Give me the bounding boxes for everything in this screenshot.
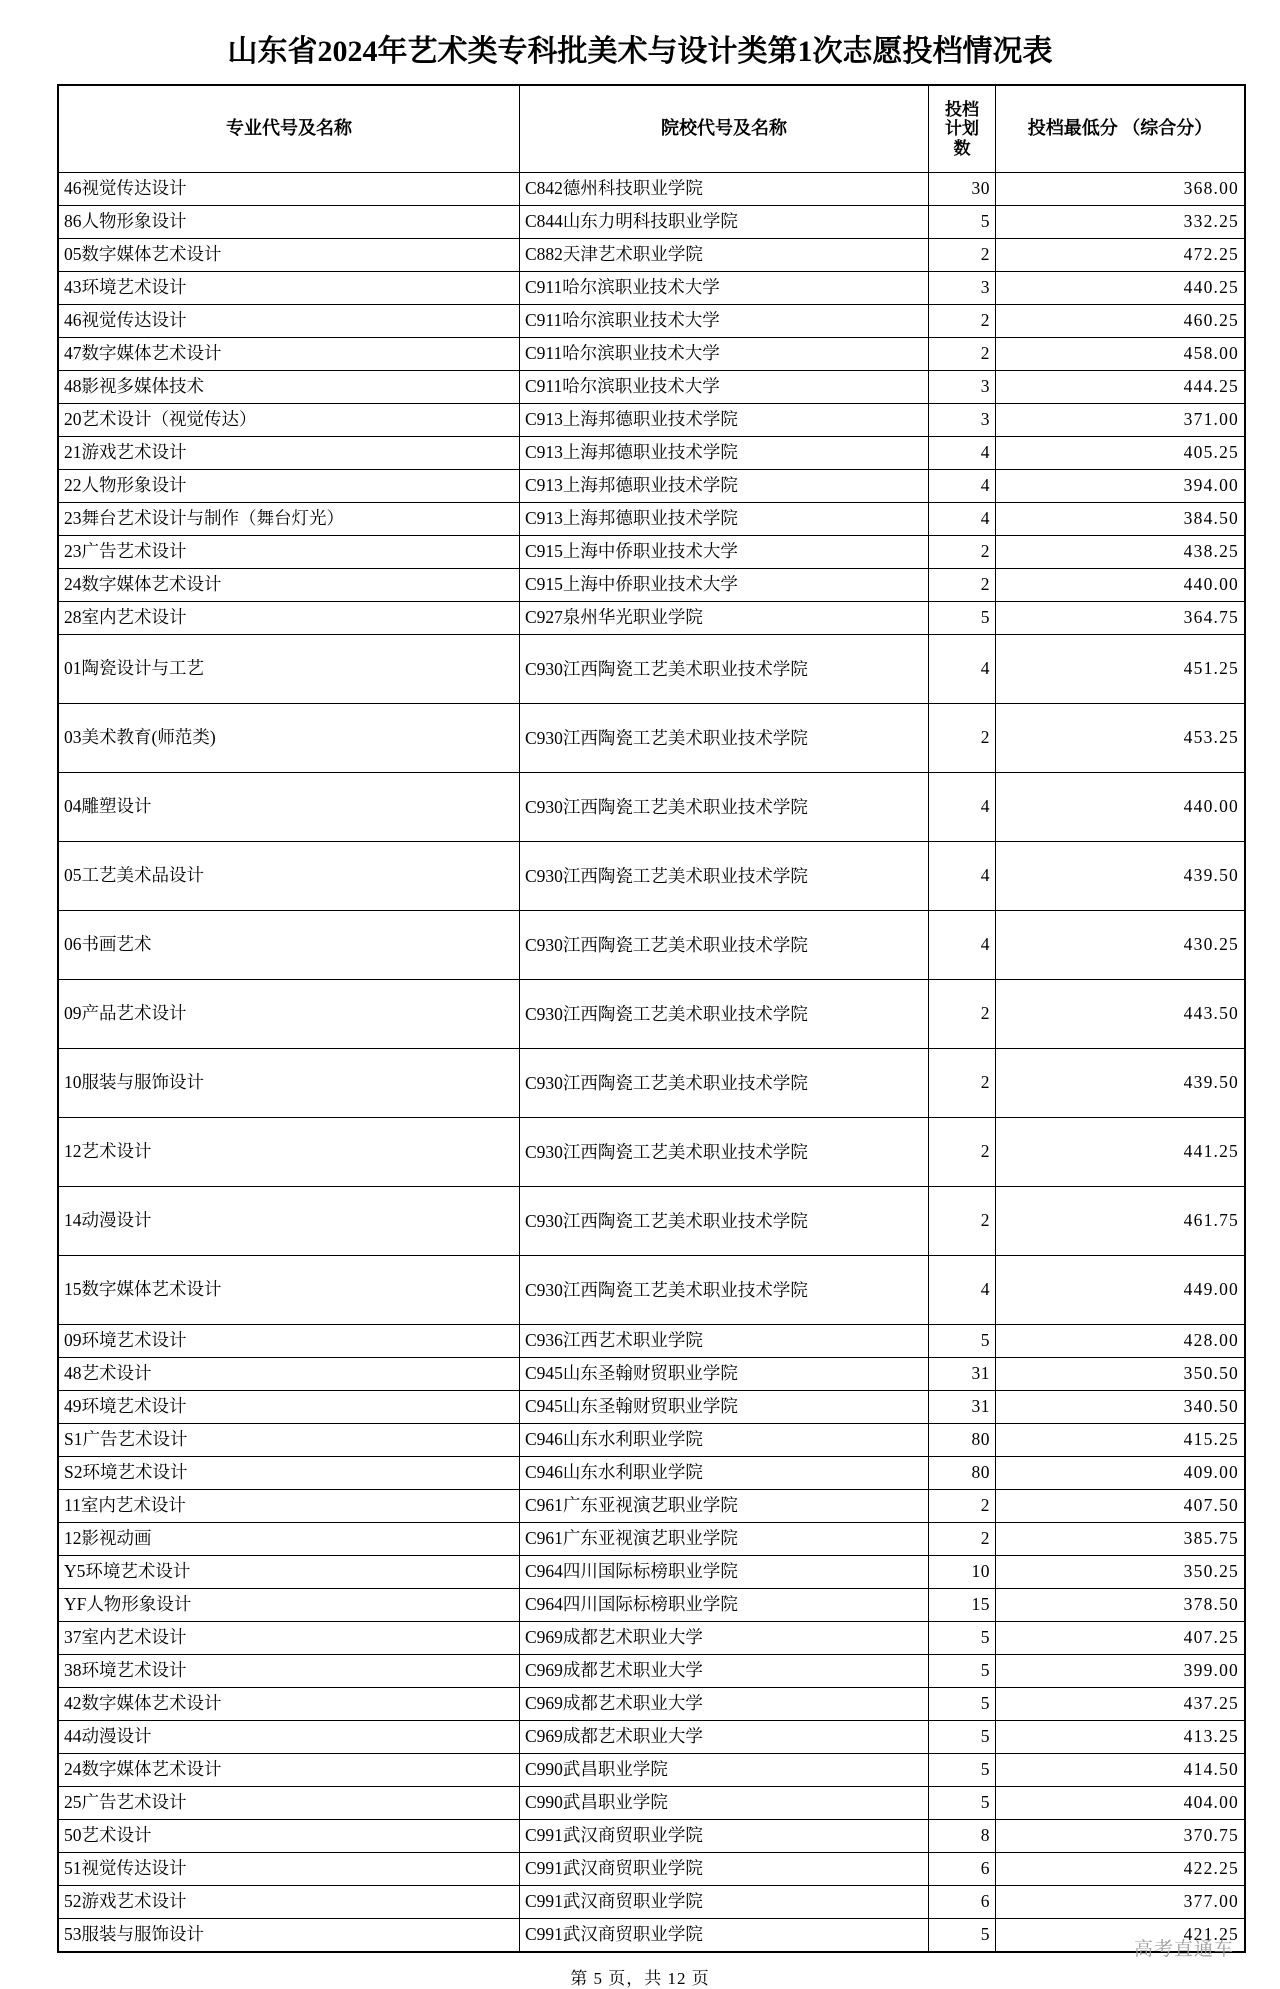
cell-major: 10服装与服饰设计 [58,1049,520,1118]
cell-school: C911哈尔滨职业技术大学 [520,338,929,371]
cell-plan-count: 5 [929,1622,996,1655]
cell-school: C969成都艺术职业大学 [520,1721,929,1754]
cell-school: C991武汉商贸职业学院 [520,1820,929,1853]
cell-school: C990武昌职业学院 [520,1787,929,1820]
table-row [58,536,1245,569]
cell-min-score: 350.25 [996,1556,1246,1589]
table-row [58,1457,1245,1490]
column-header-score-line1: 投档最低分 [1027,118,1118,139]
cell-min-score: 443.50 [996,980,1246,1049]
cell-plan-count: 4 [929,773,996,842]
cell-min-score: 430.25 [996,911,1246,980]
cell-plan-count: 6 [929,1853,996,1886]
cell-min-score: 364.75 [996,602,1246,635]
cell-min-score: 439.50 [996,1049,1246,1118]
cell-plan-count: 5 [929,1787,996,1820]
cell-major: 50艺术设计 [58,1820,520,1853]
cell-plan-count: 3 [929,371,996,404]
cell-min-score: 441.25 [996,1118,1246,1187]
cell-min-score: 413.25 [996,1721,1246,1754]
table-row [58,305,1245,338]
table-row [58,1787,1245,1820]
cell-school: C913上海邦德职业技术学院 [520,470,929,503]
cell-school: C915上海中侨职业技术大学 [520,569,929,602]
table-row [58,239,1245,272]
table-row [58,206,1245,239]
cell-min-score: 385.75 [996,1523,1246,1556]
cell-major: 47数字媒体艺术设计 [58,338,520,371]
table-row [58,1820,1245,1853]
cell-min-score: 332.25 [996,206,1246,239]
cell-min-score: 414.50 [996,1754,1246,1787]
cell-major: 05工艺美术品设计 [58,842,520,911]
cell-major: S1广告艺术设计 [58,1424,520,1457]
table-row [58,338,1245,371]
table-row [58,1358,1245,1391]
cell-plan-count: 8 [929,1820,996,1853]
table-row [58,569,1245,602]
cell-major: 43环境艺术设计 [58,272,520,305]
table-row [58,503,1245,536]
admission-score-table [57,84,1246,1953]
cell-major: 12影视动画 [58,1523,520,1556]
cell-min-score: 421.25 [996,1919,1246,1953]
cell-min-score: 370.75 [996,1820,1246,1853]
cell-min-score: 407.25 [996,1622,1246,1655]
cell-major: 01陶瓷设计与工艺 [58,635,520,704]
column-header-plan-line1: 投档 [945,100,979,120]
watermark-label: 高考直通车 [1133,1939,1234,1960]
cell-school: C911哈尔滨职业技术大学 [520,305,929,338]
cell-major: 24数字媒体艺术设计 [58,1754,520,1787]
cell-school: C930江西陶瓷工艺美术职业技术学院 [520,1049,929,1118]
cell-plan-count: 2 [929,1049,996,1118]
cell-major: YF人物形象设计 [58,1589,520,1622]
cell-min-score: 458.00 [996,338,1246,371]
table-row [58,371,1245,404]
cell-school: C913上海邦德职业技术学院 [520,503,929,536]
cell-school: C913上海邦德职业技术学院 [520,437,929,470]
cell-plan-count: 4 [929,842,996,911]
cell-min-score: 461.75 [996,1187,1246,1256]
cell-min-score: 440.00 [996,569,1246,602]
table-row [58,602,1245,635]
cell-school: C930江西陶瓷工艺美术职业技术学院 [520,773,929,842]
table-row [58,1490,1245,1523]
cell-min-score: 472.25 [996,239,1246,272]
table-row [58,1523,1245,1556]
cell-major: 24数字媒体艺术设计 [58,569,520,602]
cell-major: Y5环境艺术设计 [58,1556,520,1589]
table-container [0,84,1280,1953]
table-row [58,635,1245,704]
cell-plan-count: 5 [929,602,996,635]
cell-school: C927泉州华光职业学院 [520,602,929,635]
cell-min-score: 407.50 [996,1490,1246,1523]
cell-min-score: 437.25 [996,1688,1246,1721]
cell-major: 42数字媒体艺术设计 [58,1688,520,1721]
column-header-plan-line3: 数 [953,138,971,158]
column-header-plan-line2: 计划 [945,119,979,139]
cell-plan-count: 5 [929,1754,996,1787]
cell-school: C844山东力明科技职业学院 [520,206,929,239]
cell-major: 04雕塑设计 [58,773,520,842]
cell-min-score: 384.50 [996,503,1246,536]
cell-school: C969成都艺术职业大学 [520,1622,929,1655]
table-row [58,1424,1245,1457]
cell-school: C911哈尔滨职业技术大学 [520,272,929,305]
cell-plan-count: 2 [929,1523,996,1556]
cell-school: C969成都艺术职业大学 [520,1655,929,1688]
cell-major: 51视觉传达设计 [58,1853,520,1886]
cell-min-score: 409.00 [996,1457,1246,1490]
table-row [58,1622,1245,1655]
cell-school: C882天津艺术职业学院 [520,239,929,272]
cell-major: 03美术教育(师范类) [58,704,520,773]
table-header [58,85,1245,173]
table-row [58,1886,1245,1919]
cell-plan-count: 2 [929,1118,996,1187]
page-title: 山东省2024年艺术类专科批美术与设计类第1次志愿投档情况表 [227,35,1053,68]
cell-plan-count: 2 [929,305,996,338]
cell-plan-count: 5 [929,1688,996,1721]
table-row [58,1853,1245,1886]
cell-plan-count: 2 [929,536,996,569]
cell-plan-count: 5 [929,1721,996,1754]
cell-school: C930江西陶瓷工艺美术职业技术学院 [520,911,929,980]
table-row [58,980,1245,1049]
column-header-score [996,85,1246,173]
cell-school: C930江西陶瓷工艺美术职业技术学院 [520,842,929,911]
cell-min-score: 415.25 [996,1424,1246,1457]
cell-min-score: 453.25 [996,704,1246,773]
cell-major: 44动漫设计 [58,1721,520,1754]
cell-plan-count: 2 [929,980,996,1049]
cell-plan-count: 4 [929,1256,996,1325]
cell-min-score: 449.00 [996,1256,1246,1325]
cell-major: 20艺术设计（视觉传达） [58,404,520,437]
cell-major: 46视觉传达设计 [58,173,520,206]
cell-min-score: 451.25 [996,635,1246,704]
cell-school: C991武汉商贸职业学院 [520,1853,929,1886]
cell-min-score: 440.00 [996,773,1246,842]
column-header-school: 院校代号及名称 [520,85,929,173]
cell-min-score: 438.25 [996,536,1246,569]
table-row [58,173,1245,206]
cell-school: C930江西陶瓷工艺美术职业技术学院 [520,704,929,773]
table-row [58,773,1245,842]
table-row [58,1556,1245,1589]
table-row [58,704,1245,773]
cell-plan-count: 4 [929,503,996,536]
cell-plan-count: 3 [929,404,996,437]
cell-min-score: 377.00 [996,1886,1246,1919]
cell-school: C991武汉商贸职业学院 [520,1919,929,1953]
cell-min-score: 350.50 [996,1358,1246,1391]
table-row [58,1118,1245,1187]
cell-min-score: 340.50 [996,1391,1246,1424]
table-header-row [58,85,1245,173]
cell-plan-count: 5 [929,1655,996,1688]
cell-plan-count: 31 [929,1358,996,1391]
table-row [58,1049,1245,1118]
table-row [58,1754,1245,1787]
cell-school: C930江西陶瓷工艺美术职业技术学院 [520,980,929,1049]
cell-plan-count: 2 [929,239,996,272]
cell-major: 11室内艺术设计 [58,1490,520,1523]
cell-min-score: 404.00 [996,1787,1246,1820]
table-row [58,272,1245,305]
cell-plan-count: 5 [929,1919,996,1953]
table-row [58,1919,1245,1953]
cell-school: C930江西陶瓷工艺美术职业技术学院 [520,1256,929,1325]
cell-min-score: 422.25 [996,1853,1246,1886]
cell-plan-count: 2 [929,1490,996,1523]
column-header-score-line2: （综合分） [1122,118,1213,139]
cell-plan-count: 15 [929,1589,996,1622]
cell-min-score: 371.00 [996,404,1246,437]
cell-school: C945山东圣翰财贸职业学院 [520,1391,929,1424]
cell-school: C930江西陶瓷工艺美术职业技术学院 [520,635,929,704]
table-row [58,404,1245,437]
cell-school: C961广东亚视演艺职业学院 [520,1523,929,1556]
cell-min-score: 405.25 [996,437,1246,470]
cell-school: C961广东亚视演艺职业学院 [520,1490,929,1523]
cell-plan-count: 5 [929,1325,996,1358]
cell-major: 86人物形象设计 [58,206,520,239]
cell-major: 52游戏艺术设计 [58,1886,520,1919]
cell-plan-count: 30 [929,173,996,206]
column-header-major: 专业代号及名称 [58,85,520,173]
cell-plan-count: 5 [929,206,996,239]
cell-plan-count: 6 [929,1886,996,1919]
cell-major: 22人物形象设计 [58,470,520,503]
cell-major: 46视觉传达设计 [58,305,520,338]
cell-school: C969成都艺术职业大学 [520,1688,929,1721]
cell-major: 23舞台艺术设计与制作（舞台灯光） [58,503,520,536]
cell-plan-count: 10 [929,1556,996,1589]
cell-plan-count: 4 [929,470,996,503]
cell-major: 09产品艺术设计 [58,980,520,1049]
cell-min-score: 394.00 [996,470,1246,503]
cell-min-score: 439.50 [996,842,1246,911]
cell-school: C991武汉商贸职业学院 [520,1886,929,1919]
cell-school: C990武昌职业学院 [520,1754,929,1787]
cell-school: C964四川国际标榜职业学院 [520,1556,929,1589]
cell-major: 09环境艺术设计 [58,1325,520,1358]
cell-school: C946山东水利职业学院 [520,1424,929,1457]
table-row [58,1589,1245,1622]
cell-min-score: 444.25 [996,371,1246,404]
cell-plan-count: 80 [929,1457,996,1490]
cell-plan-count: 4 [929,911,996,980]
cell-plan-count: 2 [929,569,996,602]
cell-min-score: 399.00 [996,1655,1246,1688]
cell-plan-count: 2 [929,1187,996,1256]
cell-major: S2环境艺术设计 [58,1457,520,1490]
table-row [58,1325,1245,1358]
cell-school: C911哈尔滨职业技术大学 [520,371,929,404]
cell-major: 14动漫设计 [58,1187,520,1256]
cell-major: 05数字媒体艺术设计 [58,239,520,272]
cell-school: C930江西陶瓷工艺美术职业技术学院 [520,1118,929,1187]
table-row [58,911,1245,980]
cell-major: 23广告艺术设计 [58,536,520,569]
cell-school: C936江西艺术职业学院 [520,1325,929,1358]
table-row [58,1187,1245,1256]
cell-major: 53服装与服饰设计 [58,1919,520,1953]
table-row [58,1256,1245,1325]
cell-plan-count: 2 [929,704,996,773]
cell-school: C946山东水利职业学院 [520,1457,929,1490]
table-row [58,437,1245,470]
cell-school: C842德州科技职业学院 [520,173,929,206]
cell-plan-count: 2 [929,338,996,371]
cell-school: C964四川国际标榜职业学院 [520,1589,929,1622]
cell-school: C915上海中侨职业技术大学 [520,536,929,569]
cell-plan-count: 31 [929,1391,996,1424]
cell-major: 49环境艺术设计 [58,1391,520,1424]
cell-plan-count: 3 [929,272,996,305]
cell-major: 21游戏艺术设计 [58,437,520,470]
cell-major: 25广告艺术设计 [58,1787,520,1820]
cell-min-score: 378.50 [996,1589,1246,1622]
cell-major: 48影视多媒体技术 [58,371,520,404]
table-row [58,1721,1245,1754]
table-row [58,1655,1245,1688]
column-header-plan [929,85,996,173]
cell-major: 15数字媒体艺术设计 [58,1256,520,1325]
cell-school: C930江西陶瓷工艺美术职业技术学院 [520,1187,929,1256]
cell-major: 37室内艺术设计 [58,1622,520,1655]
cell-school: C945山东圣翰财贸职业学院 [520,1358,929,1391]
cell-plan-count: 4 [929,635,996,704]
cell-major: 28室内艺术设计 [58,602,520,635]
cell-major: 12艺术设计 [58,1118,520,1187]
cell-min-score: 440.25 [996,272,1246,305]
page-footer: 第 5 页，共 12 页 [570,1969,710,1988]
cell-plan-count: 80 [929,1424,996,1457]
cell-major: 48艺术设计 [58,1358,520,1391]
table-row [58,1391,1245,1424]
table-row [58,470,1245,503]
table-row [58,1688,1245,1721]
cell-major: 38环境艺术设计 [58,1655,520,1688]
table-row [58,842,1245,911]
cell-min-score: 460.25 [996,305,1246,338]
cell-min-score: 428.00 [996,1325,1246,1358]
cell-min-score: 368.00 [996,173,1246,206]
table-body [58,173,1245,1953]
cell-school: C913上海邦德职业技术学院 [520,404,929,437]
cell-major: 06书画艺术 [58,911,520,980]
cell-plan-count: 4 [929,437,996,470]
